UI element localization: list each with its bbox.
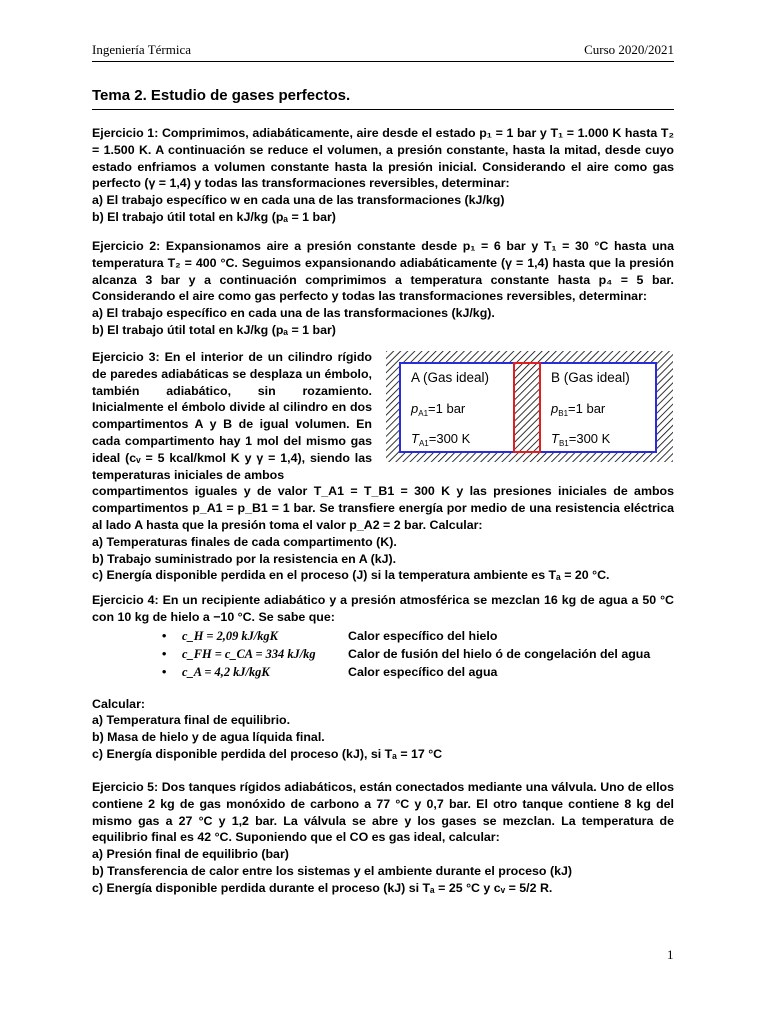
exercise-2 bbox=[92, 238, 674, 339]
property-formula: c_A = 4,2 kJ/kgK bbox=[182, 664, 270, 679]
list-item bbox=[92, 664, 674, 682]
exercise-3-part-b: b) Trabajo suministrado por la resistencia en A (kJ). bbox=[92, 551, 397, 566]
property-formula: c_H = 2,09 kJ/kgK bbox=[182, 628, 278, 643]
exercise-2-part-b: b) El trabajo útil total en kJ/kg (pₐ = 1 bar) bbox=[92, 322, 336, 337]
compartment-b-title: B (Gas ideal) bbox=[551, 370, 630, 385]
compartment-b-pressure: $p_{B1}=1$ bar bbox=[551, 401, 606, 418]
property-description: Calor específico del agua bbox=[348, 664, 498, 679]
header-right: Curso 2020/2021 bbox=[584, 42, 674, 57]
header-divider bbox=[92, 61, 674, 62]
exercise-2-statement: Ejercicio 2: Expansionamos aire a presión constante desde p₁ = 6 bar y T₁ = 30 °C hasta una temperatura T₂ = 400 °C. Seguimos expansionando adiabáticamente (γ = 1,4) hasta que la presión alcanza 3 bar y a continuación comprimimos a temperatura constante hasta p₄ = 5 bar. Considerando el aire como gas perfecto y todas las transformaciones reversibles, determinar: bbox=[92, 239, 674, 304]
property-formula: c_FH = c_CA = 334 kJ/kg bbox=[182, 646, 316, 661]
list-item bbox=[92, 628, 674, 646]
compartment-a-temperature: $T_{A1}=300$ K bbox=[411, 431, 471, 448]
bullet-icon: • bbox=[162, 646, 167, 661]
exercise-5-statement: Ejercicio 5: Dos tanques rígidos adiabáticos, están conectados mediante una válvula. Uno de ellos contiene 2 kg de gas monóxido de carbono a 77 °C y 0,7 bar. El otro tanque contiene 8 kg del mismo gas a 27 °C y 1,2 bar. La válvula se abre y los gases se mezclan. La temperatura de equilibrio final es 42 °C. Suponiendo que el CO es gas ideal, calcular: bbox=[92, 780, 674, 845]
section-title: Tema 2. Estudio de gases perfectos. bbox=[92, 87, 351, 104]
compartment-a-pressure: $p_{A1}=1$ bar bbox=[411, 401, 466, 418]
exercise-4 bbox=[92, 592, 674, 763]
exercise-3-statement-intro: Ejercicio 3: En el interior de un cilindro rígido de paredes adiabáticas se desplaza un émbolo, también adiabático, sin rozamiento. Inicialmente el émbolo divide al cilindro en dos compartimentos A y B de igual volumen. En cada compartimento hay 1 mol del mismo gas ideal (cᵥ = 5 kcal/kmol K y γ = 1,4), siendo las temperaturas iniciales de ambos bbox=[92, 350, 372, 482]
property-description: Calor específico del hielo bbox=[348, 628, 498, 643]
bullet-icon: • bbox=[162, 628, 167, 643]
exercise-5-part-b: b) Transferencia de calor entre los sistemas y el ambiente durante el proceso (kJ) bbox=[92, 863, 572, 878]
exercise-1-part-b: b) El trabajo útil total en kJ/kg (pₐ = 1 bar) bbox=[92, 209, 336, 224]
header-left: Ingeniería Térmica bbox=[92, 42, 192, 57]
exercise-3-part-a: a) Temperaturas finales de cada compartimento (K). bbox=[92, 534, 397, 549]
exercise-2-part-a: a) El trabajo específico en cada una de las transformaciones (kJ/kg). bbox=[92, 306, 495, 321]
page-number: 1 bbox=[667, 947, 674, 962]
property-description: Calor de fusión del hielo ó de congelación del agua bbox=[348, 646, 651, 661]
exercise-4-calcular: Calcular: bbox=[92, 696, 146, 711]
exercise-3-statement-cont: compartimentos iguales y de valor T_A1 = T_B1 = 300 K y las presiones iniciales de ambos compartimentos p_A1 = p_B1 = 1 bar. Se transfiere energía por medio de una resistencia eléctrica al lado A hasta que la presión toma el valor p_A2 = 2 bar. Calcular: bbox=[92, 484, 674, 532]
exercise-4-part-b: b) Masa de hielo y de agua líquida final. bbox=[92, 730, 325, 745]
compartment-b-temperature: $T_{B1}=300$ K bbox=[551, 431, 611, 448]
exercise-4-part-c: c) Energía disponible perdida del proceso (kJ), si Tₐ = 17 °C bbox=[92, 746, 443, 761]
cylinder-diagram bbox=[386, 351, 673, 462]
exercise-5 bbox=[92, 779, 674, 897]
exercise-5-part-c: c) Energía disponible perdida durante el proceso (kJ) si Tₐ = 25 °C y cᵥ = 5/2 R. bbox=[92, 880, 553, 895]
exercise-1-part-a: a) El trabajo específico w en cada una de las transformaciones (kJ/kg) bbox=[92, 193, 505, 208]
piston bbox=[514, 363, 540, 452]
property-list bbox=[92, 628, 674, 682]
bullet-icon: • bbox=[162, 664, 167, 679]
title-divider bbox=[92, 109, 674, 110]
exercise-4-statement: Ejercicio 4: En un recipiente adiabático y a presión atmosférica se mezclan 16 kg de agua a 50 °C con 10 kg de hielo a −10 °C. Se sabe que: bbox=[92, 593, 674, 624]
exercise-3-part-c: c) Energía disponible perdida en el proceso (J) si la temperatura ambiente es Tₐ = 20 °C. bbox=[92, 568, 610, 583]
exercise-5-part-a: a) Presión final de equilibrio (bar) bbox=[92, 847, 289, 862]
exercise-4-part-a: a) Temperatura final de equilibrio. bbox=[92, 713, 291, 728]
exercise-1 bbox=[92, 125, 674, 226]
exercise-1-statement: Ejercicio 1: Comprimimos, adiabáticamente, aire desde el estado p₁ = 1 bar y T₁ = 1.000 K hasta T₂ = 1.500 K. A continuación se reduce el volumen, a presión constante, hasta la mitad, desde cuyo estado enfriamos a volumen constante hasta la presión inicial. Considerando el aire como gas perfecto (γ = 1,4) y todas las transformaciones reversibles, determinar: bbox=[92, 126, 674, 191]
compartment-a-title: A (Gas ideal) bbox=[411, 370, 490, 385]
list-item bbox=[92, 646, 674, 664]
